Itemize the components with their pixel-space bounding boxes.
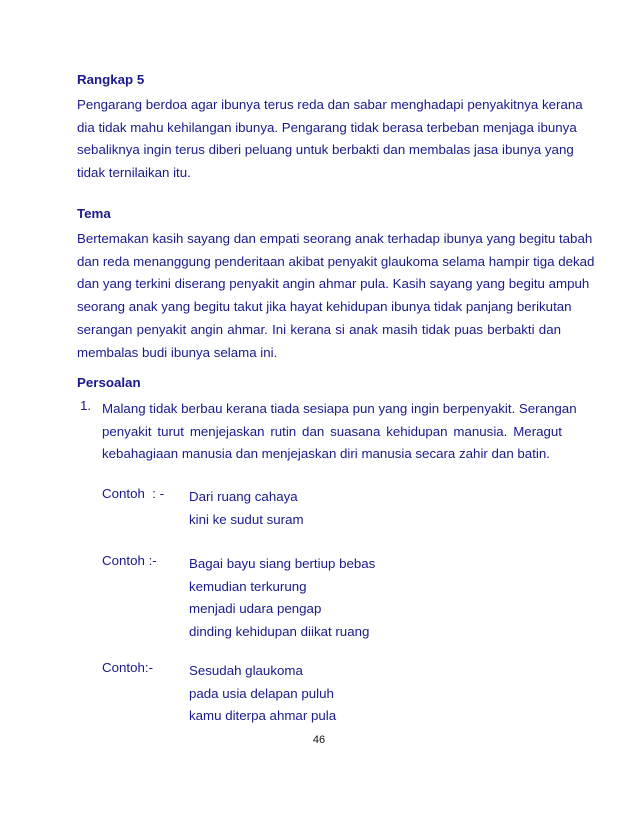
paragraph-line: Pengarang berdoa agar ibunya terus reda dan sabar menghadapi penyakitnya kerana [77,97,583,112]
list-item-body [102,398,577,466]
paragraph-line: dan yang terkini diserang penyakit angin ahmar pula. Kasih sayang yang begitu ampuh [77,276,590,292]
example-label: Contoh:- [102,660,153,675]
paragraph-line: Bertemakan kasih sayang dan empati seorang anak terhadap ibunya yang begitu tabah [77,231,593,246]
paragraph-line: Malang tidak berbau kerana tiada sesiapa pun yang ingin berpenyakit. Serangan [102,401,577,416]
example-verse [189,660,336,728]
verse-line: Sesudah glaukoma [189,663,303,678]
paragraph-line: kebahagiaan manusia dan menjejaskan diri manusia secara zahir dan batin. [102,446,550,462]
example-label: Contoh :- [102,553,157,568]
paragraph-line: penyakit turut menjejaskan rutin dan suasana kehidupan manusia. Meragut [102,423,562,439]
paragraph-line: sebaliknya ingin terus diberi peluang untuk berbakti dan membalas jasa ibunya yang [77,142,574,158]
verse-line: kini ke sudut suram [189,511,304,527]
verse-line: dinding kehidupan diikat ruang [189,623,370,639]
section-heading-persoalan: Persoalan [77,375,141,390]
paragraph-line: tidak ternilaikan itu. [77,165,191,181]
paragraph-line: serangan penyakit angin ahmar. Ini kerana si anak masih tidak puas berbakti dan [77,321,561,337]
tema-paragraph [77,228,595,364]
verse-line: kemudian terkurung [189,578,307,594]
verse-line: menjadi udara pengap [189,601,322,617]
paragraph-line: dia tidak mahu kehilangan ibunya. Pengarang tidak berasa terbeban menjaga ibunya [77,119,577,135]
verse-line: kamu diterpa ahmar pula [189,708,337,724]
verse-line: Dari ruang cahaya [189,489,298,504]
verse-line: pada usia delapan puluh [189,685,334,701]
verse-line: Bagai bayu siang bertiup bebas [189,556,376,571]
example-verse [189,553,375,643]
section-heading-rangkap: Rangkap 5 [77,72,145,87]
example-label: Contoh : - [102,486,165,501]
rangkap-paragraph [77,94,583,185]
paragraph-line: seorang anak yang begitu takut jika hayat kehidupan ibunya tidak panjang berikutan [77,299,572,315]
paragraph-line: membalas budi ibunya selama ini. [77,344,278,360]
list-number: 1. [80,398,92,413]
example-verse [189,486,304,531]
paragraph-line: dan reda menanggung penderitaan akibat penyakit glaukoma selama hampir tiga dekad [77,253,595,269]
section-heading-tema: Tema [77,206,111,221]
page-number: 46 [312,734,326,746]
